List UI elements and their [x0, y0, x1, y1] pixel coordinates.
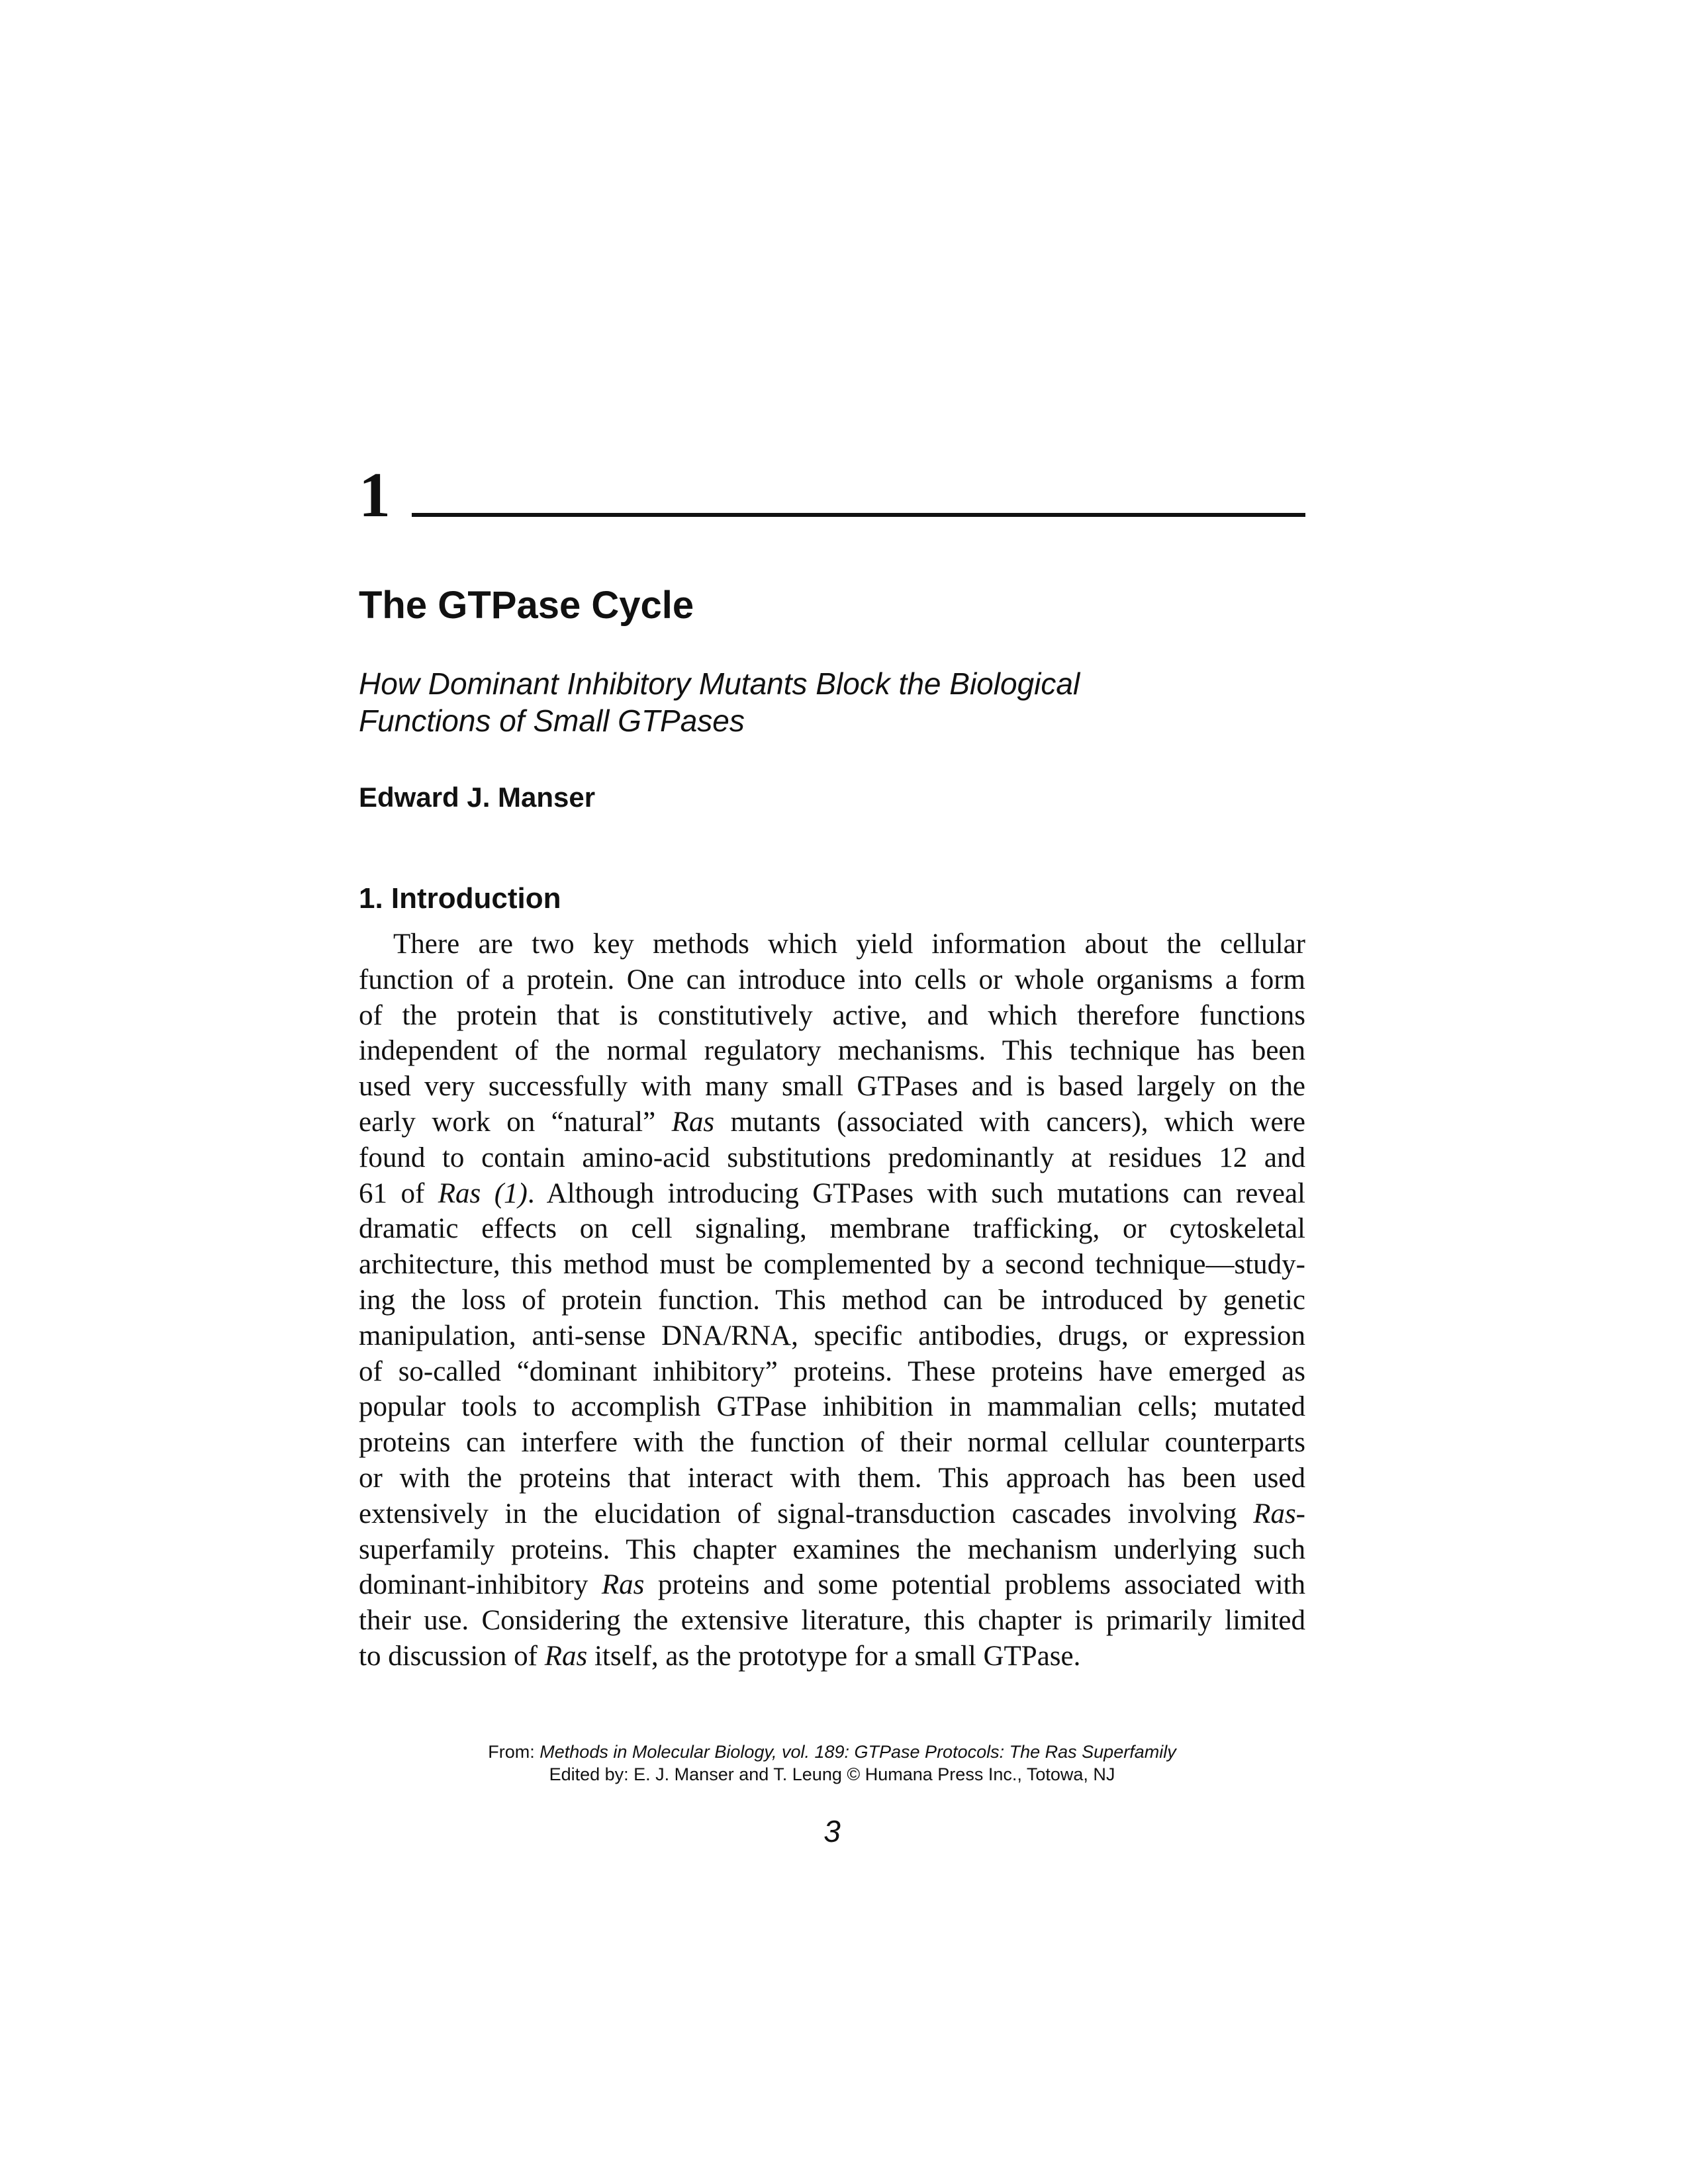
chapter-subtitle [359, 665, 1286, 739]
body-line [359, 1105, 1305, 1140]
footnote-line-1 [359, 1741, 1305, 1763]
body-text-segment: of the protein that is constitutively active, and which therefore functions [359, 999, 1305, 1031]
body-text-segment: . Although introducing GTPases with such mutations can reveal [527, 1177, 1305, 1209]
body-text-segment: ing the loss of protein function. This method can be introduced by genetic [359, 1284, 1305, 1316]
body-line [359, 1496, 1305, 1532]
body-text-segment: function of a protein. One can introduce into cells or whole organisms a form [359, 964, 1305, 995]
body-line [359, 1639, 1305, 1674]
body-line [359, 1176, 1305, 1212]
body-line [359, 1532, 1305, 1568]
chapter-title: The GTPase Cycle [359, 584, 694, 627]
body-line [359, 1033, 1305, 1069]
body-text-segment: proteins and some potential problems associated with [644, 1569, 1305, 1601]
body-text-segment: 61 of [359, 1177, 438, 1209]
body-text-segment: popular tools to accomplish GTPase inhibition in mammalian cells; mutated [359, 1391, 1305, 1423]
body-line [359, 1567, 1305, 1603]
body-text-segment: - [1295, 1498, 1305, 1529]
body-text-segment: architecture, this method must be complemented by a second technique—study- [359, 1249, 1305, 1281]
body-text-segment: extensively in the elucidation of signal-transduction cascades involving [359, 1498, 1254, 1529]
body-paragraph [359, 927, 1305, 1674]
subtitle-line-2: Functions of Small GTPases [359, 704, 745, 738]
body-text-segment: their use. Considering the extensive literature, this chapter is primarily limited [359, 1605, 1305, 1637]
footnote-line-2: Edited by: E. J. Manser and T. Leung © Humana Press Inc., Totowa, NJ [549, 1764, 1115, 1784]
body-text-segment: mutants (associated with cancers), which were [714, 1106, 1305, 1138]
body-text-segment: found to contain amino-acid substitutions predominantly at residues 12 and [359, 1142, 1305, 1173]
body-line [359, 1461, 1305, 1496]
body-line [359, 927, 1305, 962]
body-line [359, 1283, 1305, 1318]
body-line [359, 1069, 1305, 1105]
body-line [359, 962, 1305, 998]
body-line [359, 1140, 1305, 1176]
body-text-segment: superfamily proteins. This chapter examines the mechanism underlying such [359, 1533, 1305, 1565]
body-text-segment: early work on “natural” [359, 1106, 672, 1138]
body-italic-term: Ras [544, 1640, 588, 1672]
body-italic-term: Ras [671, 1106, 715, 1138]
body-italic-term: Ras (1) [438, 1177, 528, 1209]
body-text-segment: of so-called “dominant inhibitory” proteins. These proteins have emerged as [359, 1355, 1305, 1387]
body-text-segment: itself, as the prototype for a small GTPase. [587, 1640, 1081, 1672]
chapter-rule [412, 513, 1305, 517]
body-italic-term: Ras [1253, 1498, 1296, 1529]
body-text-segment: dramatic effects on cell signaling, membrane trafficking, or cytoskeletal [359, 1213, 1305, 1245]
source-footnote [359, 1741, 1305, 1786]
body-line [359, 1211, 1305, 1247]
body-text-segment: manipulation, anti-sense DNA/RNA, specific antibodies, drugs, or expression [359, 1320, 1305, 1351]
body-text-segment: independent of the normal regulatory mechanisms. This technique has been [359, 1035, 1305, 1067]
footnote-from-label: From: [488, 1742, 540, 1762]
body-line [359, 1603, 1305, 1639]
body-line [359, 1425, 1305, 1461]
body-text-segment: proteins can interfere with the function of their normal cellular counterparts [359, 1427, 1305, 1459]
body-line [359, 1389, 1305, 1425]
body-line [359, 1354, 1305, 1390]
body-text-segment: There are two key methods which yield information about the cellular [393, 929, 1305, 960]
body-text-segment: to discussion of [359, 1640, 545, 1672]
author-name: Edward J. Manser [359, 782, 596, 813]
body-text-segment: dominant-inhibitory [359, 1569, 602, 1601]
footnote-source: Methods in Molecular Biology, vol. 189: GTPase Protocols: The Ras Superfamily [539, 1742, 1176, 1762]
section-heading: 1. Introduction [359, 882, 561, 915]
body-line [359, 1247, 1305, 1283]
subtitle-line-1: How Dominant Inhibitory Mutants Block the Biological [359, 666, 1080, 701]
page-number: 3 [823, 1814, 841, 1848]
chapter-number: 1 [359, 459, 391, 530]
body-line [359, 998, 1305, 1034]
body-text-segment: used very successfully with many small GTPases and is based largely on the [359, 1071, 1305, 1103]
body-line [359, 1318, 1305, 1354]
body-text-segment: or with the proteins that interact with them. This approach has been used [359, 1462, 1305, 1494]
body-italic-term: Ras [601, 1569, 645, 1601]
